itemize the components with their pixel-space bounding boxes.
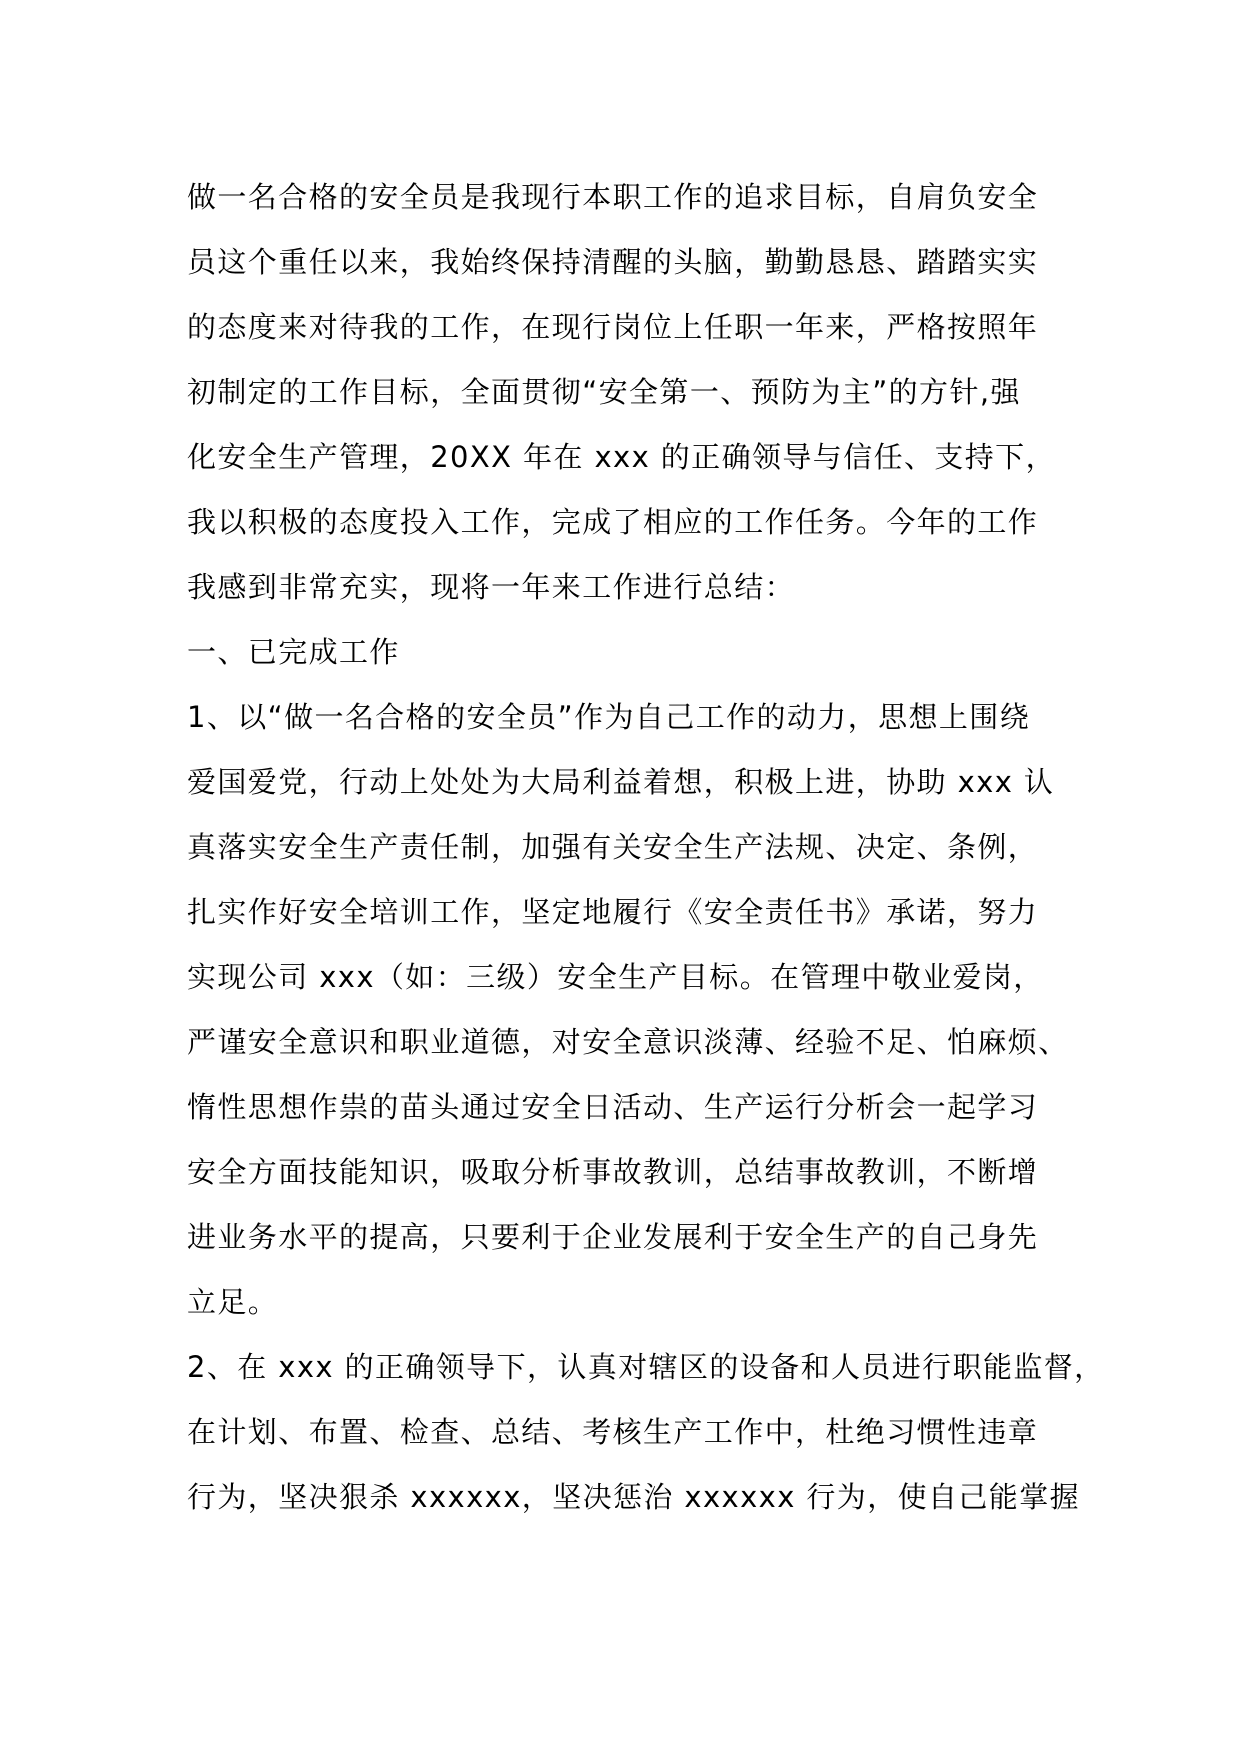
text-line: 在计划、布置、检查、总结、考核生产工作中，杜绝习惯性违章 <box>187 1415 1039 1449</box>
text-line: 初制定的工作目标，全面贯彻“安全第一、预防为主”的方针,强 <box>187 375 1021 409</box>
text-line: 我感到非常充实，现将一年来工作进行总结： <box>187 570 796 604</box>
text-line: 我以积极的态度投入工作，完成了相应的工作任务。今年的工作 <box>187 505 1039 539</box>
section-heading: 一、已完成工作 <box>187 635 400 669</box>
text-line: 惰性思想作祟的苗头通过安全日活动、生产运行分析会一起学习 <box>187 1090 1039 1124</box>
text-line: 立足。 <box>187 1285 279 1319</box>
text-line: 行为，坚决狠杀 xxxxxx，坚决惩治 xxxxxx 行为，使自己能掌握 <box>187 1480 1081 1514</box>
text-line: 严谨安全意识和职业道德，对安全意识淡薄、经验不足、怕麻烦、 <box>187 1025 1069 1059</box>
text-line: 2、在 xxx 的正确领导下，认真对辖区的设备和人员进行职能监督， <box>187 1350 1105 1384</box>
text-line: 1、以“做一名合格的安全员”作为自己工作的动力，思想上围绕 <box>187 700 1031 734</box>
text-line: 安全方面技能知识，吸取分析事故教训，总结事故教训，不断增 <box>187 1155 1039 1189</box>
text-line: 扎实作好安全培训工作，坚定地履行《安全责任书》承诺，努力 <box>187 895 1039 929</box>
text-line: 做一名合格的安全员是我现行本职工作的追求目标，自肩负安全 <box>187 180 1039 214</box>
document-body <box>187 165 1105 1530</box>
text-line: 的态度来对待我的工作，在现行岗位上任职一年来，严格按照年 <box>187 310 1039 344</box>
text-line: 进业务水平的提高，只要利于企业发展利于安全生产的自己身先 <box>187 1220 1039 1254</box>
text-line: 员这个重任以来，我始终保持清醒的头脑，勤勤恳恳、踏踏实实 <box>187 245 1039 279</box>
text-line: 化安全生产管理，20XX 年在 xxx 的正确领导与信任、支持下， <box>187 440 1056 474</box>
text-line: 实现公司 xxx（如：三级）安全生产目标。在管理中敬业爱岗， <box>187 960 1044 994</box>
text-line: 真落实安全生产责任制，加强有关安全生产法规、决定、条例， <box>187 830 1039 864</box>
text-line: 爱国爱党，行动上处处为大局利益着想，积极上进，协助 xxx 认 <box>187 765 1055 799</box>
